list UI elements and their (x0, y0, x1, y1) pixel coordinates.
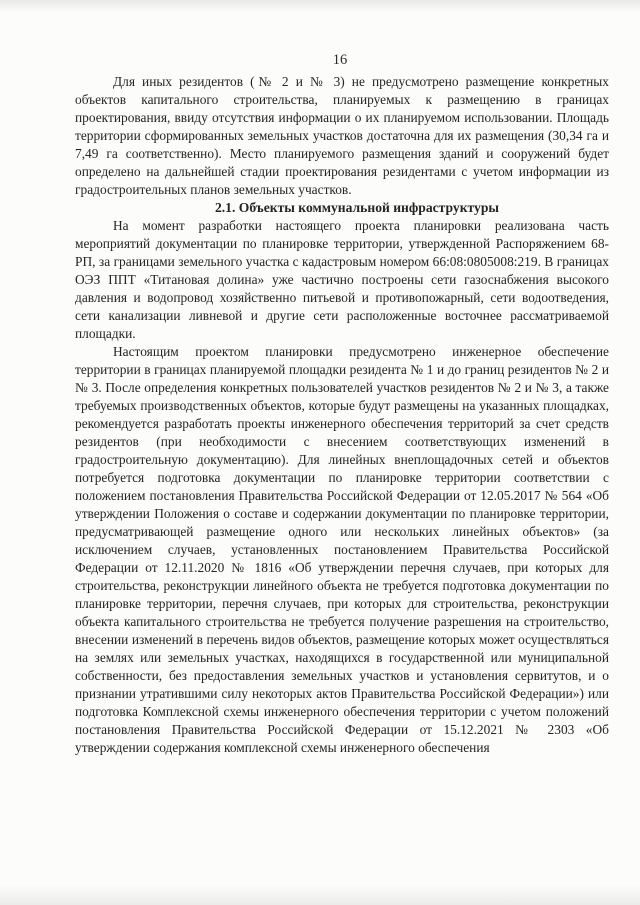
page-number: 16 (332, 52, 348, 68)
scan-shadow-top (0, 0, 640, 12)
paragraph-current-state: На момент разработки настоящего проекта планировки реализована часть мероприятий документации по планировке территории, утвержденной Распоряжением 68-РП, за границами земельного участка с кадастровым номером 66:08:0805008:219. В границах ОЭЗ ППТ «Титановая долина» уже частично построены сети газоснабжения высокого давления и водопровод хозяйственно питьевой и противопожарный, сети водоотведения, сети канализации ливневой и другие сети расположенные восточнее рассматриваемой площадки. (75, 218, 609, 341)
page-body (75, 73, 609, 757)
section-heading: 2.1. Объекты коммунальной инфраструктуры (214, 200, 499, 215)
paragraph-residents: Для иных резидентов (№ 2 и № 3) не предусмотрено размещение конкретных объектов капитального строительства, планируемых к размещению в границах проектирования, ввиду отсутствия информации о их планируемом использовании. Площадь территории сформированных земельных участков достаточна для их размещения (30,34 га и 7,49 га соответственно). Место планируемого размещения зданий и сооружений будет определено на дальнейшей стадии проектирования резидентами с учетом информации из градостроительных планов земельных участков. (75, 74, 609, 197)
scan-shadow-bottom (0, 885, 640, 905)
paragraph-engineering: Настоящим проектом планировки предусмотрено инженерное обеспечение территории в границах планируемой площадки резидента № 1 и до границ резидентов № 2 и № 3. После определения конкретных пользователей участков резидентов № 2 и № 3, а также требуемых производственных объектов, которые будут размещены на указанных площадках, рекомендуется разработать проекты инженерного обеспечения территорий за счет средств резидентов (при необходимости с внесением соответствующих изменений в градостроительную документацию). Для линейных внеплощадочных сетей и объектов потребуется подготовка документации по планировке территории соответствии с положением постановления Правительства Российской Федерации от 12.05.2017 № 564 «Об утверждении Положения о составе и содержании документации по планировке территории, предусматривающей размещение одного или нескольких линейных объектов» (за исключением случаев, установленных постановлением Правительства Российской Федерации от 12.11.2020 № 1816 «Об утверждении перечня случаев, при которых для строительства, реконструкции линейного объекта не требуется подготовка документации по планировке территории, перечня случаев, при которых для строительства, реконструкции объекта капитального строительства не требуется получение разрешения на строительство, внесении изменений в перечень видов объектов, размещение которых может осуществляться на землях или земельных участках, находящихся в государственной или муниципальной собственности, без предоставления земельных участков и установления сервитутов, и о признании утратившими силу некоторых актов Правительства Российской Федерации») или подготовка Комплексной схемы инженерного обеспечения территории с учетом положений постановления Правительства Российской Федерации от 15.12.2021 № 2303 «Об утверждении содержания комплексной схемы инженерного обеспечения (75, 344, 609, 755)
